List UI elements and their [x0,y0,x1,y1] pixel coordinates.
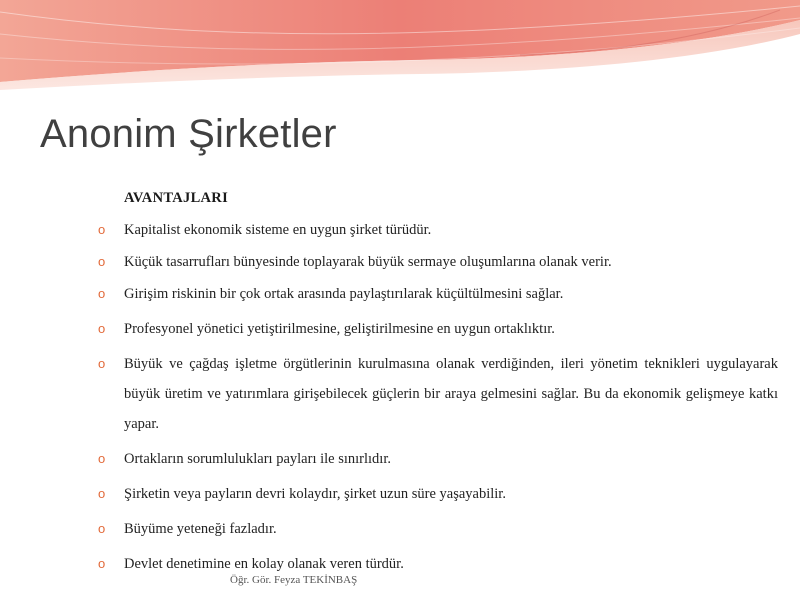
bullet-icon: o [98,321,106,336]
footer-author: Öğr. Gör. Feyza TEKİNBAŞ [230,574,358,586]
list-item [98,444,778,474]
bullet-icon: o [98,521,106,536]
list-item-text: Ortakların sorumlulukları payları ile sınırlıdır. [124,451,391,467]
list-item-text: Devlet denetimine en kolay olanak veren türdür. [124,556,404,572]
section-heading: AVANTAJLARI [124,190,229,206]
list-item-text: Büyüme yeteneği fazladır. [124,521,277,537]
decorative-header-banner [0,0,800,95]
bullet-icon: o [98,286,106,301]
advantages-list [98,215,778,579]
bullet-icon: o [98,556,106,571]
list-item-text: Profesyonel yönetici yetiştirilmesine, geliştirilmesine en uygun ortaklıktır. [124,321,555,337]
bullet-icon: o [98,451,106,466]
list-item-text: Şirketin veya payların devri kolaydır, şirket uzun süre yaşayabilir. [124,486,506,502]
slide-title: Anonim Şirketler [40,112,337,156]
list-item [98,247,778,277]
list-item [98,314,778,344]
list-item [98,349,778,439]
list-item-text: Girişim riskinin bir çok ortak arasında paylaştırılarak küçültülmesini sağlar. [124,286,564,302]
list-item [98,549,778,579]
list-item [98,279,778,309]
list-item [98,215,778,245]
list-item-text: Büyük ve çağdaş işletme örgütlerinin kurulmasına olanak verdiğinden, ileri yönetim teknikleri uygulayarak büyük üretim ve yatırımlara girişebilecek güçlerin bir araya gelmesini sağlar. Bu da ekonomik gelişmeye katkı yapar. [124,356,778,432]
list-item [98,514,778,544]
list-item-text: Küçük tasarrufları bünyesinde toplayarak büyük sermaye oluşumlarına olanak verir. [124,254,612,270]
bullet-icon: o [98,254,106,269]
list-item [98,479,778,509]
bullet-icon: o [98,222,106,237]
bullet-icon: o [98,486,106,501]
bullet-icon: o [98,356,106,371]
list-item-text: Kapitalist ekonomik sisteme en uygun şirket türüdür. [124,222,432,238]
